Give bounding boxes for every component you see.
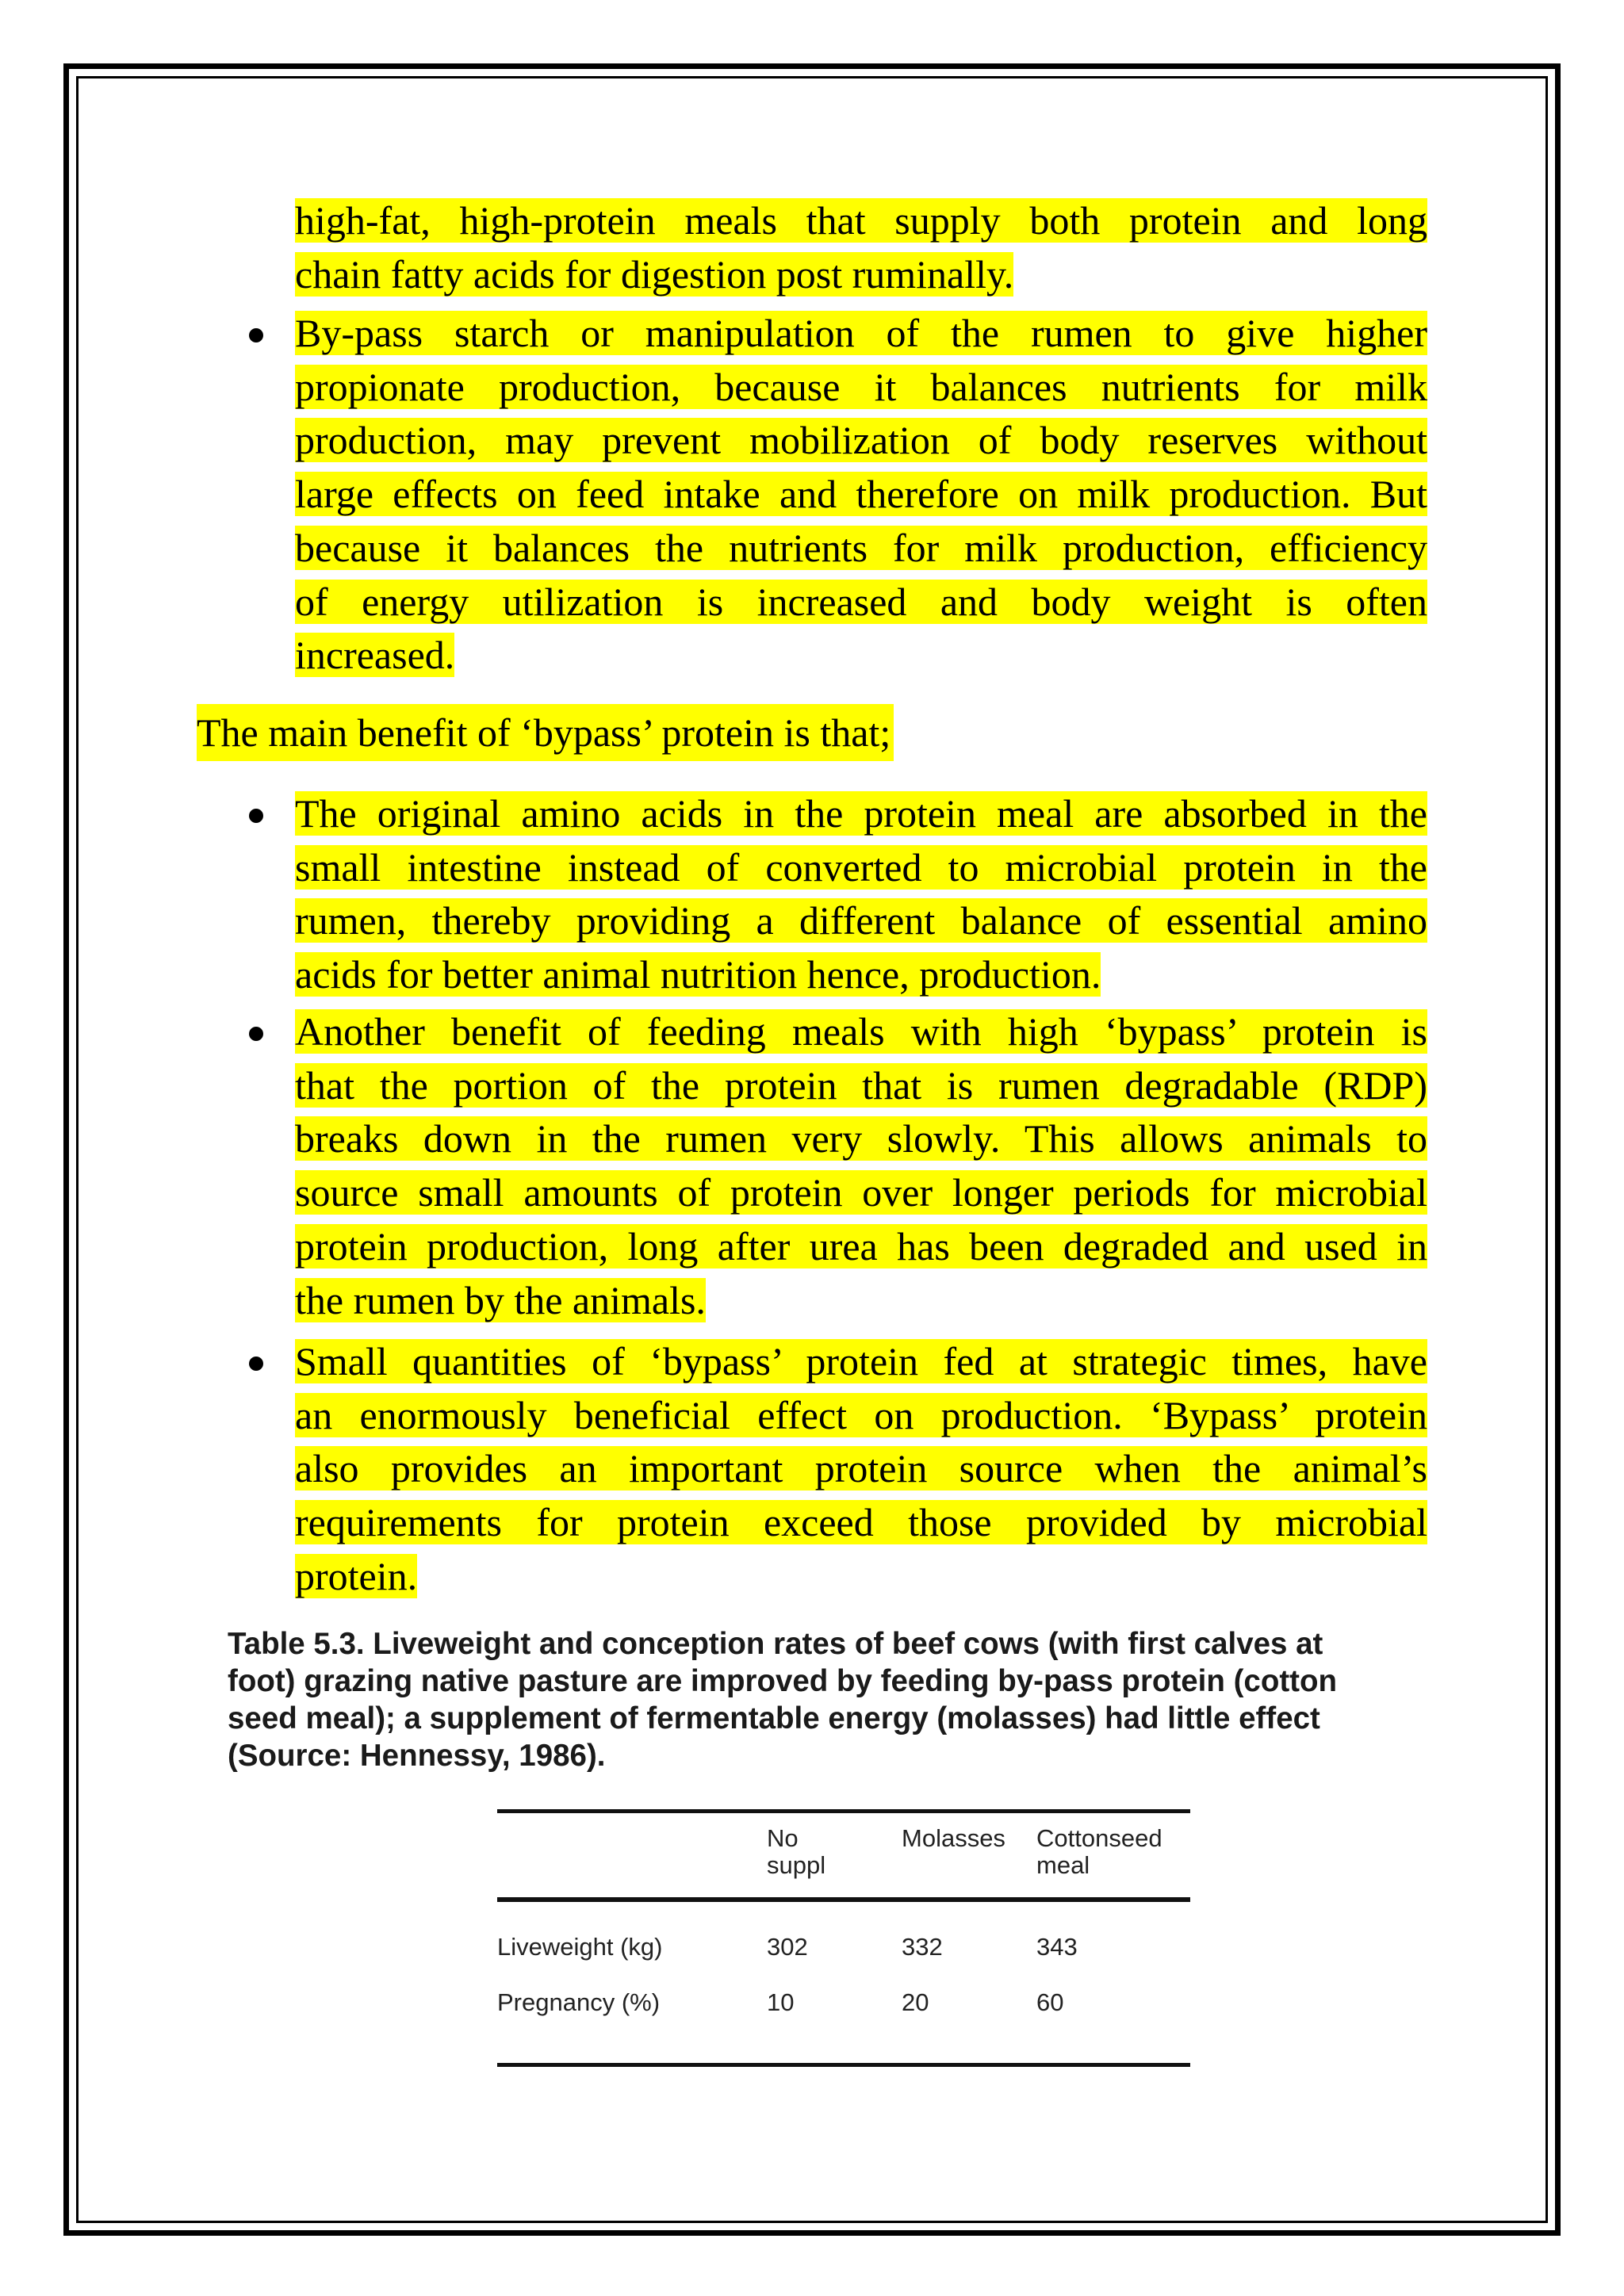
text-line: rumen, thereby providing a different balance of essential amino [295, 898, 1427, 943]
row-label: Pregnancy (%) [497, 1988, 661, 2016]
table-cell: 60 [1036, 1988, 1064, 2016]
caption-line: foot) grazing native pasture are improved by feeding by-pass protein (cotton [228, 1664, 1338, 1698]
table-cell: 10 [767, 1988, 795, 2016]
column-header-molasses [902, 1825, 1005, 1852]
text-line: source small amounts of protein over longer periods for microbial [295, 1170, 1427, 1215]
text-line: propionate production, because it balances nutrients for milk [295, 364, 1427, 409]
table-cell: 20 [902, 1988, 929, 2016]
lead-in-sentence: The main benefit of ‘bypass’ protein is that; [197, 704, 894, 761]
caption-line: Table 5.3. Liveweight and conception rates of beef cows (with first calves at [228, 1627, 1323, 1661]
row-label: Liveweight (kg) [497, 1933, 663, 1961]
text-line: small intestine instead of converted to microbial protein in the [295, 844, 1427, 890]
text-line: Another benefit of feeding meals with high ‘bypass’ protein is [295, 1009, 1427, 1054]
bullet-bypass-starch [295, 307, 1427, 683]
bullet-icon [249, 328, 263, 342]
header-line: No [767, 1824, 799, 1852]
text-line: The original amino acids in the protein meal are absorbed in the [295, 791, 1427, 836]
text-line: requirements for protein exceed those provided by microbial [295, 1500, 1427, 1545]
bullet-icon [249, 1027, 263, 1041]
text-line: By-pass starch or manipulation of the rumen to give higher [295, 311, 1427, 355]
column-header-cottonseed-meal [1036, 1825, 1162, 1879]
table-cell: 332 [902, 1933, 943, 1961]
text-line: large effects on feed intake and therefore on milk production. But [295, 472, 1427, 517]
text-line: also provides an important protein source when the animal’s [295, 1446, 1427, 1491]
caption-line: seed meal); a supplement of fermentable energy (molasses) had little effect [228, 1701, 1320, 1735]
text-line: that the portion of the protein that is rumen degradable (RDP) [295, 1062, 1427, 1108]
caption-line: (Source: Hennessy, 1986). [228, 1739, 606, 1773]
header-line: suppl [767, 1851, 826, 1879]
column-header-no-suppl [767, 1825, 825, 1879]
text-line: the rumen by the animals. [295, 1277, 706, 1322]
text-line: acids for better animal nutrition hence, production. [295, 952, 1101, 997]
header-line: meal [1036, 1851, 1090, 1879]
table-rule-header [497, 1897, 1190, 1902]
text-line: an enormously beneficial effect on production. ‘Bypass’ protein [295, 1392, 1427, 1437]
continued-paragraph [295, 194, 1427, 301]
table-rule-top [497, 1809, 1190, 1813]
text-line: production, may prevent mobilization of body reserves without [295, 418, 1427, 463]
text-line: breaks down in the rumen very slowly. This allows animals to [295, 1116, 1427, 1161]
header-line: Cottonseed [1036, 1824, 1162, 1852]
text-line: protein production, long after urea has been degraded and used in [295, 1223, 1427, 1269]
table-cell: 343 [1036, 1933, 1078, 1961]
text-line: high-fat, high-protein meals that supply both protein and long [295, 198, 1427, 243]
text-line: chain fatty acids for digestion post ruminally. [295, 251, 1014, 297]
benefit-item-1 [295, 787, 1427, 1002]
bullet-icon [249, 1357, 263, 1371]
benefit-item-2 [295, 1005, 1427, 1327]
text-line: of energy utilization is increased and body weight is often [295, 579, 1427, 624]
bullet-icon [249, 809, 263, 823]
text-line: protein. [295, 1553, 418, 1598]
text-line: because it balances the nutrients for milk production, efficiency [295, 525, 1427, 570]
text-line: Small quantities of ‘bypass’ protein fed at strategic times, have [295, 1339, 1427, 1383]
benefit-item-3 [295, 1335, 1427, 1604]
header-line: Molasses [902, 1824, 1005, 1852]
table-rule-bottom [497, 2063, 1190, 2067]
table-cell: 302 [767, 1933, 808, 1961]
table-caption [228, 1625, 1385, 1774]
text-line: increased. [295, 633, 455, 678]
